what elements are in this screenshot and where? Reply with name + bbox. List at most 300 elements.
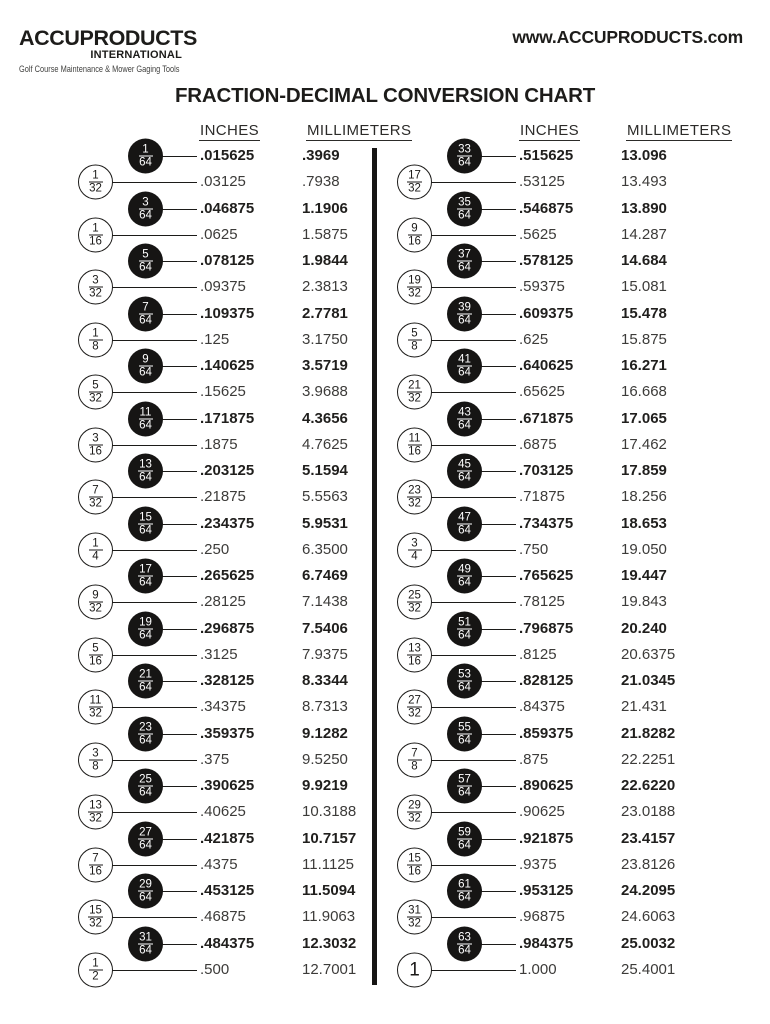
connector-line bbox=[110, 497, 197, 498]
inches-value: .375 bbox=[200, 750, 230, 768]
fraction-denominator: 16 bbox=[89, 865, 102, 878]
fraction-numerator: 13 bbox=[408, 642, 421, 655]
conversion-table-right bbox=[397, 143, 730, 983]
connector-line bbox=[110, 760, 197, 761]
connector-line bbox=[480, 681, 516, 682]
table-row bbox=[397, 248, 730, 274]
fraction-numerator: 5 bbox=[89, 380, 103, 393]
mm-value: 7.1438 bbox=[302, 593, 348, 611]
mm-value: 5.1594 bbox=[302, 462, 348, 479]
table-row bbox=[78, 143, 372, 169]
inches-value: .09375 bbox=[200, 278, 246, 296]
fraction-badge bbox=[128, 349, 163, 384]
table-row bbox=[78, 432, 372, 458]
inches-value: .765625 bbox=[519, 567, 574, 584]
inches-value: .15625 bbox=[200, 383, 246, 401]
mm-value: 25.4001 bbox=[621, 960, 676, 978]
fraction-numerator: 45 bbox=[458, 458, 471, 471]
fraction-denominator: 64 bbox=[458, 366, 471, 379]
fraction-denominator: 16 bbox=[408, 445, 421, 458]
fraction-badge bbox=[447, 611, 482, 646]
inches-value: .671875 bbox=[519, 409, 574, 427]
table-row bbox=[397, 904, 730, 930]
inches-value: .250 bbox=[200, 540, 230, 558]
connector-line bbox=[429, 865, 516, 866]
fraction-denominator: 64 bbox=[139, 681, 152, 694]
fraction-denominator: 64 bbox=[458, 786, 471, 799]
fraction-denominator: 8 bbox=[92, 760, 99, 773]
inches-value: .984375 bbox=[519, 934, 574, 952]
connector-line bbox=[480, 524, 516, 525]
fraction-denominator: 64 bbox=[139, 839, 152, 852]
fraction-numerator: 3 bbox=[89, 747, 103, 760]
fraction-denominator: 32 bbox=[408, 497, 421, 510]
table-row bbox=[397, 589, 730, 615]
fraction-badge bbox=[447, 454, 482, 489]
table-row bbox=[78, 642, 372, 668]
fraction-denominator: 32 bbox=[89, 707, 102, 720]
fraction-numerator: 61 bbox=[458, 878, 471, 891]
inches-value: .046875 bbox=[200, 199, 255, 217]
connector-line bbox=[110, 287, 197, 288]
fraction-badge bbox=[397, 742, 432, 777]
fraction-badge bbox=[78, 165, 113, 200]
table-row bbox=[397, 511, 730, 537]
connector-line bbox=[161, 419, 197, 420]
table-row bbox=[397, 668, 730, 694]
fraction-numerator: 35 bbox=[458, 196, 471, 209]
connector-line bbox=[161, 681, 197, 682]
table-row bbox=[78, 616, 372, 642]
connector-line bbox=[110, 235, 197, 236]
connector-line bbox=[429, 655, 516, 656]
fraction-denominator: 64 bbox=[458, 839, 471, 852]
table-row bbox=[397, 406, 730, 432]
table-row bbox=[78, 878, 372, 904]
connector-line bbox=[110, 970, 197, 971]
inches-value: 1.000 bbox=[519, 960, 557, 978]
inches-value: .625 bbox=[519, 330, 549, 348]
fraction-numerator: 47 bbox=[458, 511, 471, 524]
table-row bbox=[397, 537, 730, 563]
fraction-badge bbox=[78, 375, 113, 410]
fraction-denominator: 64 bbox=[139, 419, 152, 432]
table-row bbox=[397, 957, 730, 983]
table-row bbox=[397, 274, 730, 300]
fraction-numerator: 15 bbox=[139, 511, 152, 524]
fraction-numerator: 1 bbox=[89, 170, 103, 183]
mm-value: 12.3032 bbox=[302, 934, 357, 952]
mm-value: 2.7781 bbox=[302, 304, 348, 322]
connector-line bbox=[161, 209, 197, 210]
fraction-denominator: 64 bbox=[458, 576, 471, 589]
connector-line bbox=[161, 471, 197, 472]
connector-line bbox=[480, 944, 516, 945]
connector-line bbox=[161, 524, 197, 525]
mm-value: 5.9531 bbox=[302, 514, 348, 532]
fraction-numerator: 11 bbox=[139, 406, 152, 419]
fraction-denominator: 32 bbox=[408, 182, 421, 195]
fraction-denominator: 64 bbox=[139, 314, 152, 327]
inches-header-left: INCHES bbox=[200, 122, 260, 139]
fraction-numerator: 27 bbox=[408, 694, 421, 707]
connector-line bbox=[161, 839, 197, 840]
inches-value: .515625 bbox=[519, 147, 574, 164]
fraction-badge bbox=[397, 217, 432, 252]
fraction-badge bbox=[397, 270, 432, 305]
mm-value: 18.256 bbox=[621, 488, 667, 506]
mm-value: 3.1750 bbox=[302, 330, 348, 348]
fraction-badge bbox=[128, 244, 163, 279]
mm-value: 10.3188 bbox=[302, 803, 357, 821]
fraction-numerator: 29 bbox=[408, 799, 421, 812]
table-row bbox=[78, 852, 372, 878]
fraction-numerator: 11 bbox=[408, 432, 421, 445]
mm-value: 8.7313 bbox=[302, 698, 348, 716]
fraction-badge bbox=[447, 664, 482, 699]
mm-value: 2.3813 bbox=[302, 278, 348, 296]
connector-line bbox=[480, 366, 516, 367]
connector-line bbox=[480, 471, 516, 472]
connector-line bbox=[429, 760, 516, 761]
inches-value: .921875 bbox=[519, 829, 574, 847]
connector-line bbox=[480, 419, 516, 420]
mm-value: 3.5719 bbox=[302, 357, 348, 374]
fraction-badge bbox=[78, 217, 113, 252]
fraction-denominator: 16 bbox=[89, 445, 102, 458]
fraction-badge bbox=[447, 191, 482, 226]
inches-value: .890625 bbox=[519, 777, 574, 794]
fraction-denominator: 16 bbox=[408, 865, 421, 878]
fraction-badge bbox=[447, 716, 482, 751]
connector-line bbox=[110, 445, 197, 446]
inches-value: .40625 bbox=[200, 803, 246, 821]
fraction-badge bbox=[447, 349, 482, 384]
inches-value: .421875 bbox=[200, 829, 255, 847]
fraction-denominator: 8 bbox=[411, 340, 418, 353]
mm-value: 4.7625 bbox=[302, 435, 348, 453]
fraction-denominator: 16 bbox=[408, 235, 421, 248]
fraction-denominator: 8 bbox=[411, 760, 418, 773]
inches-value: .5625 bbox=[519, 225, 557, 243]
inches-value: .328125 bbox=[200, 672, 255, 689]
mm-value: 10.7157 bbox=[302, 829, 357, 847]
fraction-badge bbox=[447, 506, 482, 541]
fraction-denominator: 64 bbox=[458, 944, 471, 957]
table-row bbox=[78, 327, 372, 353]
mm-value: 5.5563 bbox=[302, 488, 348, 506]
fraction-denominator: 16 bbox=[89, 655, 102, 668]
mm-value: 20.6375 bbox=[621, 645, 676, 663]
fraction-denominator: 32 bbox=[408, 707, 421, 720]
connector-line bbox=[429, 340, 516, 341]
fraction-numerator: 7 bbox=[89, 485, 103, 498]
table-row bbox=[397, 301, 730, 327]
fraction-denominator: 32 bbox=[89, 812, 102, 825]
mm-value: 13.493 bbox=[621, 173, 667, 191]
inches-value: .015625 bbox=[200, 147, 255, 164]
table-row bbox=[397, 721, 730, 747]
connector-line bbox=[110, 917, 197, 918]
fraction-numerator: 57 bbox=[458, 773, 471, 786]
fraction-badge bbox=[397, 532, 432, 567]
mm-value: 11.5094 bbox=[302, 882, 356, 899]
fraction-denominator: 64 bbox=[139, 734, 152, 747]
fraction-badge bbox=[397, 952, 432, 987]
millimeters-header-left: MILLIMETERS bbox=[307, 122, 412, 139]
inches-value: .750 bbox=[519, 540, 549, 558]
connector-line bbox=[161, 786, 197, 787]
connector-line bbox=[429, 287, 516, 288]
inches-value: .171875 bbox=[200, 409, 255, 427]
table-row bbox=[78, 563, 372, 589]
mm-value: 19.447 bbox=[621, 567, 667, 584]
fraction-badge bbox=[447, 926, 482, 961]
fraction-numerator: 23 bbox=[408, 484, 421, 497]
fraction-badge bbox=[78, 742, 113, 777]
inches-value: .3125 bbox=[200, 645, 238, 663]
inches-value: .9375 bbox=[519, 855, 557, 873]
fraction-badge bbox=[78, 847, 113, 882]
connector-line bbox=[429, 235, 516, 236]
fraction-numerator: 25 bbox=[139, 773, 152, 786]
fraction-denominator: 8 bbox=[92, 340, 99, 353]
fraction-numerator: 7 bbox=[89, 852, 103, 865]
mm-value: 21.431 bbox=[621, 698, 667, 716]
fraction-badge bbox=[447, 769, 482, 804]
mm-value: 3.9688 bbox=[302, 383, 348, 401]
table-row bbox=[397, 878, 730, 904]
table-row bbox=[397, 773, 730, 799]
fraction-badge bbox=[78, 795, 113, 830]
fraction-denominator: 4 bbox=[92, 550, 99, 563]
fraction-numerator: 3 bbox=[139, 196, 153, 209]
fraction-badge bbox=[78, 585, 113, 620]
inches-value: .96875 bbox=[519, 908, 565, 926]
fraction-denominator: 64 bbox=[458, 314, 471, 327]
fraction-badge bbox=[397, 427, 432, 462]
mm-value: 4.3656 bbox=[302, 409, 348, 427]
inches-value: .4375 bbox=[200, 855, 238, 873]
inches-value: .234375 bbox=[200, 514, 255, 532]
fraction-numerator: 39 bbox=[458, 301, 471, 314]
fraction-denominator: 32 bbox=[408, 812, 421, 825]
mm-value: 19.050 bbox=[621, 540, 667, 558]
inches-value: .8125 bbox=[519, 645, 557, 663]
mm-value: 20.240 bbox=[621, 619, 667, 637]
inches-value: .359375 bbox=[200, 724, 255, 742]
fraction-badge bbox=[397, 690, 432, 725]
fraction-denominator: 64 bbox=[139, 629, 152, 642]
conversion-table-left bbox=[78, 143, 372, 983]
connector-line bbox=[480, 786, 516, 787]
fraction-badge bbox=[128, 716, 163, 751]
inches-value: .796875 bbox=[519, 619, 574, 637]
fraction-denominator: 64 bbox=[458, 629, 471, 642]
fraction-numerator: 27 bbox=[139, 826, 152, 839]
fraction-badge bbox=[78, 900, 113, 935]
table-row bbox=[78, 379, 372, 405]
fraction-numerator: 41 bbox=[458, 353, 471, 366]
fraction-badge bbox=[397, 847, 432, 882]
table-row bbox=[78, 537, 372, 563]
fraction-denominator: 32 bbox=[89, 602, 102, 615]
table-row bbox=[397, 931, 730, 957]
fraction-badge bbox=[397, 637, 432, 672]
fraction-whole-number: 1 bbox=[409, 959, 420, 981]
fraction-numerator: 3 bbox=[408, 537, 422, 550]
connector-line bbox=[480, 209, 516, 210]
mm-value: 9.9219 bbox=[302, 777, 348, 794]
connector-line bbox=[480, 629, 516, 630]
fraction-denominator: 32 bbox=[89, 917, 102, 930]
fraction-numerator: 31 bbox=[139, 931, 152, 944]
fraction-denominator: 64 bbox=[139, 786, 152, 799]
mm-value: 15.875 bbox=[621, 330, 667, 348]
fraction-denominator: 32 bbox=[408, 917, 421, 930]
connector-line bbox=[480, 576, 516, 577]
connector-line bbox=[110, 865, 197, 866]
fraction-badge bbox=[447, 296, 482, 331]
fraction-numerator: 15 bbox=[408, 852, 421, 865]
fraction-numerator: 1 bbox=[89, 957, 103, 970]
inches-value: .500 bbox=[200, 960, 230, 978]
fraction-numerator: 1 bbox=[89, 222, 103, 235]
fraction-numerator: 5 bbox=[139, 249, 153, 262]
mm-value: 25.0032 bbox=[621, 934, 676, 952]
inches-value: .578125 bbox=[519, 252, 574, 269]
fraction-numerator: 13 bbox=[89, 799, 102, 812]
mm-value: .7938 bbox=[302, 173, 340, 191]
column-divider bbox=[372, 148, 377, 985]
table-row bbox=[78, 931, 372, 957]
inches-value: .203125 bbox=[200, 462, 255, 479]
connector-line bbox=[161, 314, 197, 315]
table-row bbox=[78, 248, 372, 274]
fraction-denominator: 16 bbox=[89, 235, 102, 248]
logo bbox=[19, 26, 197, 75]
connector-line bbox=[110, 707, 197, 708]
table-row bbox=[397, 196, 730, 222]
table-row bbox=[78, 668, 372, 694]
connector-line bbox=[429, 707, 516, 708]
fraction-badge bbox=[128, 506, 163, 541]
table-row bbox=[397, 826, 730, 852]
fraction-numerator: 5 bbox=[89, 642, 103, 655]
fraction-denominator: 64 bbox=[458, 419, 471, 432]
fraction-numerator: 1 bbox=[89, 327, 103, 340]
connector-line bbox=[480, 314, 516, 315]
mm-value: 14.684 bbox=[621, 252, 667, 269]
inches-value: .609375 bbox=[519, 304, 574, 322]
connector-line bbox=[480, 734, 516, 735]
mm-value: 19.843 bbox=[621, 593, 667, 611]
fraction-badge bbox=[128, 191, 163, 226]
fraction-numerator: 29 bbox=[139, 878, 152, 891]
table-row bbox=[397, 432, 730, 458]
inches-value: .71875 bbox=[519, 488, 565, 506]
table-row bbox=[397, 563, 730, 589]
fraction-numerator: 19 bbox=[408, 274, 421, 287]
fraction-numerator: 23 bbox=[139, 721, 152, 734]
table-row bbox=[397, 852, 730, 878]
table-row bbox=[397, 222, 730, 248]
connector-line bbox=[110, 392, 197, 393]
connector-line bbox=[110, 340, 197, 341]
inches-value: .859375 bbox=[519, 724, 574, 742]
table-row bbox=[397, 747, 730, 773]
logo-tagline: Golf Course Maintenance & Mower Gaging Tools bbox=[19, 64, 180, 75]
connector-line bbox=[110, 602, 197, 603]
fraction-denominator: 32 bbox=[89, 497, 102, 510]
inches-value: .21875 bbox=[200, 488, 246, 506]
fraction-badge bbox=[447, 139, 482, 174]
fraction-denominator: 64 bbox=[458, 156, 471, 169]
fraction-numerator: 51 bbox=[458, 616, 471, 629]
fraction-denominator: 32 bbox=[89, 392, 102, 405]
table-row bbox=[397, 353, 730, 379]
fraction-numerator: 9 bbox=[89, 590, 103, 603]
inches-value: .953125 bbox=[519, 882, 574, 899]
inches-value: .734375 bbox=[519, 514, 574, 532]
fraction-denominator: 64 bbox=[458, 471, 471, 484]
connector-line bbox=[429, 445, 516, 446]
fraction-badge bbox=[397, 900, 432, 935]
connector-line bbox=[161, 156, 197, 157]
connector-line bbox=[429, 497, 516, 498]
fraction-numerator: 11 bbox=[89, 694, 102, 707]
table-row bbox=[78, 904, 372, 930]
fraction-denominator: 64 bbox=[458, 681, 471, 694]
mm-value: 6.3500 bbox=[302, 540, 348, 558]
inches-value: .453125 bbox=[200, 882, 255, 899]
fraction-badge bbox=[447, 244, 482, 279]
table-row bbox=[397, 616, 730, 642]
fraction-denominator: 32 bbox=[89, 182, 102, 195]
fraction-badge bbox=[447, 821, 482, 856]
fraction-denominator: 64 bbox=[458, 209, 471, 222]
fraction-denominator: 64 bbox=[458, 524, 471, 537]
table-row bbox=[397, 694, 730, 720]
table-row bbox=[78, 721, 372, 747]
table-row bbox=[78, 222, 372, 248]
inches-value: .28125 bbox=[200, 593, 246, 611]
mm-value: 24.2095 bbox=[621, 882, 676, 899]
connector-line bbox=[429, 970, 516, 971]
mm-value: 9.1282 bbox=[302, 724, 348, 742]
mm-value: 23.4157 bbox=[621, 829, 676, 847]
fraction-numerator: 21 bbox=[139, 668, 152, 681]
fraction-numerator: 13 bbox=[139, 458, 152, 471]
inches-value: .296875 bbox=[200, 619, 255, 637]
inches-value: .6875 bbox=[519, 435, 557, 453]
table-row bbox=[78, 826, 372, 852]
fraction-numerator: 19 bbox=[139, 616, 152, 629]
fraction-numerator: 17 bbox=[408, 169, 421, 182]
fraction-badge bbox=[128, 559, 163, 594]
fraction-badge bbox=[397, 165, 432, 200]
connector-line bbox=[110, 812, 197, 813]
mm-value: 1.9844 bbox=[302, 252, 348, 269]
fraction-badge bbox=[78, 532, 113, 567]
fraction-denominator: 32 bbox=[408, 287, 421, 300]
table-row bbox=[78, 169, 372, 195]
fraction-badge bbox=[78, 952, 113, 987]
mm-value: 1.5875 bbox=[302, 225, 348, 243]
fraction-denominator: 64 bbox=[139, 576, 152, 589]
fraction-badge bbox=[128, 296, 163, 331]
inches-value: .0625 bbox=[200, 225, 238, 243]
